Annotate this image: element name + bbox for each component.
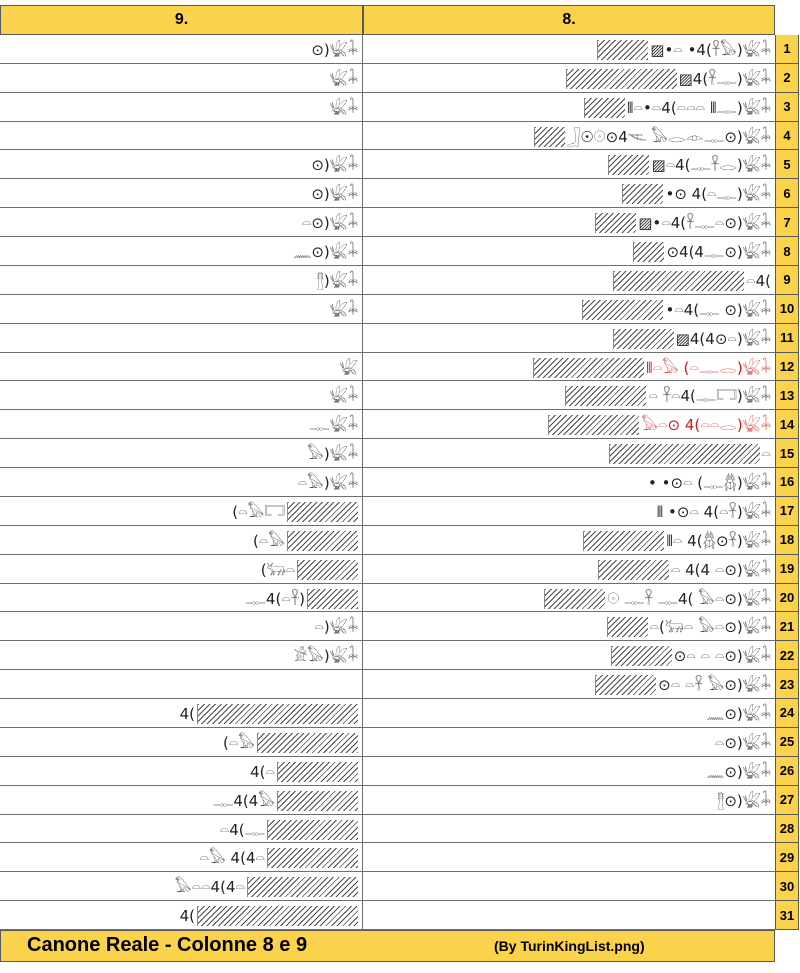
- col8-cell: [363, 612, 775, 640]
- table-row: [0, 872, 775, 901]
- col9-cell: [0, 901, 363, 929]
- hieroglyph-text: (𓏏𓅃: [222, 733, 255, 752]
- table-row: [0, 93, 775, 122]
- lacuna-hatch: [197, 906, 358, 926]
- hieroglyph-strip: [622, 182, 771, 204]
- row-number-badge: 28: [775, 815, 799, 844]
- hieroglyph-text: • •⊙𓏏 (𓊃𓆣)𓆤𓇓: [648, 474, 771, 493]
- col8-cell: [363, 353, 775, 381]
- col8-cell: [363, 266, 775, 294]
- col9-cell: [0, 122, 363, 150]
- col8-cell: [363, 122, 775, 150]
- col8-cell: [363, 872, 775, 900]
- hieroglyph-strip: [311, 38, 358, 60]
- hieroglyph-strip: [213, 789, 358, 811]
- col8-cell: [363, 64, 775, 92]
- col8-cell: [363, 670, 775, 698]
- hieroglyph-strip: [180, 904, 358, 926]
- col8-cell: [363, 815, 775, 843]
- lacuna-hatch: [548, 415, 639, 435]
- row-number-badge: 6: [775, 179, 799, 208]
- lacuna-hatch: [287, 531, 358, 551]
- table-row: [0, 439, 775, 468]
- table-row: [0, 699, 775, 728]
- hieroglyph-text: ▨•𓏏 •4(𓋹𓅃)𓆤𓇓: [650, 41, 771, 59]
- hieroglyph-text: 𓏏 𓋹𓏏4(𓊃𓉐)𓆤𓇓: [648, 387, 771, 406]
- lacuna-hatch: [613, 329, 674, 349]
- hieroglyph-text: 𓊃4(4𓅃: [212, 791, 275, 810]
- hieroglyph-strip: [232, 500, 358, 522]
- lacuna-hatch: [247, 877, 358, 897]
- hieroglyph-strip: [583, 529, 771, 551]
- col9-cell: [0, 439, 363, 467]
- hieroglyph-text: 𓊃𓆤𓇓: [309, 416, 358, 435]
- lacuna-hatch: [257, 733, 358, 753]
- row-number-badge: 16: [775, 468, 799, 497]
- table-row: [0, 64, 775, 93]
- column-9-header: 9.: [0, 5, 363, 35]
- footer-title: Canone Reale - Colonne 8 e 9: [27, 934, 308, 956]
- hieroglyph-text: ⊙4(4𓊃⊙)𓆤𓇓: [666, 243, 771, 262]
- lacuna-hatch: [565, 386, 646, 406]
- lacuna-hatch: [597, 40, 648, 60]
- table-row: [0, 670, 775, 699]
- row-number-badge: 21: [775, 612, 799, 641]
- lacuna-hatch: [622, 184, 663, 204]
- row-number-badge: 23: [775, 670, 799, 699]
- hieroglyph-text: 𓏏(𓃒𓏏 𓅃𓏏⊙)𓆤𓇓: [649, 618, 771, 637]
- footer-bar: [0, 930, 775, 962]
- lacuna-hatch: [197, 704, 358, 724]
- hieroglyph-strip: [595, 211, 771, 233]
- row-number-badge: 18: [775, 526, 799, 555]
- hieroglyph-text: 𓈖⊙)𓆤𓇓: [293, 243, 358, 262]
- hieroglyph-strip: [302, 211, 358, 233]
- column-8-header: 8.: [363, 5, 775, 35]
- table-row: [0, 353, 775, 382]
- table-row: [0, 324, 775, 353]
- row-number-badge: 24: [775, 699, 799, 728]
- hieroglyph-text: 𓇳 𓊃𓋹 𓊃4( 𓅃𓏏⊙)𓆤𓇓: [607, 589, 771, 608]
- col9-cell: [0, 728, 363, 756]
- hieroglyph-strip: [330, 67, 358, 89]
- hieroglyph-text: (𓏏𓅃: [252, 531, 285, 550]
- hieroglyph-text: 𓅃𓏏⊙ 4(𓏏𓏏𓂋)𓆤𓇓: [641, 416, 771, 435]
- hieroglyph-strip: [533, 356, 771, 378]
- hieroglyph-text: 𓏏𓅃)𓆤𓇓: [297, 474, 358, 493]
- table-row: [0, 237, 775, 266]
- hieroglyph-strip: [223, 731, 358, 753]
- table-row: [0, 843, 775, 872]
- hieroglyph-text: 𓏏4(: [746, 271, 771, 290]
- lacuna-hatch: [297, 560, 358, 580]
- row-number-badge: 12: [775, 353, 799, 382]
- table-row: [0, 497, 775, 526]
- row-number-badge: 9: [775, 266, 799, 295]
- lacuna-hatch: [307, 589, 358, 609]
- hieroglyph-strip: [317, 269, 358, 291]
- row-number-badge: 26: [775, 757, 799, 786]
- hieroglyph-strip: [607, 615, 771, 637]
- hieroglyph-text: 𓈖⊙)𓆤𓇓: [706, 705, 771, 724]
- col9-cell: [0, 815, 363, 843]
- col8-cell: [363, 901, 775, 929]
- col8-cell: [363, 439, 775, 467]
- col9-cell: [0, 266, 363, 294]
- row-number-badge: 25: [775, 728, 799, 757]
- table-row: [0, 122, 775, 151]
- row-number-badge: 1: [775, 35, 799, 64]
- lacuna-hatch: [608, 155, 649, 175]
- hieroglyph-strip: [544, 587, 771, 609]
- row-number-badge: 2: [775, 64, 799, 93]
- hieroglyph-strip: [609, 442, 772, 464]
- col9-cell: [0, 468, 363, 496]
- col9-cell: [0, 555, 363, 583]
- table-row: [0, 150, 775, 179]
- hieroglyph-text: 𓀀𓅃)𓆤𓇓: [293, 647, 358, 666]
- hieroglyph-text: 𓊃4(𓏏𓋹): [245, 589, 305, 608]
- row-number-badge: 22: [775, 641, 799, 670]
- lacuna-hatch: [582, 300, 663, 320]
- col8-cell: [363, 468, 775, 496]
- hieroglyph-strip: [294, 644, 358, 666]
- hieroglyph-text: 𓏏 4(4 𓏏⊙)𓆤𓇓: [670, 560, 771, 579]
- row-number-badge: 3: [775, 93, 799, 122]
- lacuna-hatch: [277, 791, 358, 811]
- hieroglyph-text: ▨•𓏏4(𓋹𓊃𓏏⊙)𓆤𓇓: [638, 214, 771, 233]
- hieroglyph-strip: [314, 615, 358, 637]
- col9-cell: [0, 699, 363, 727]
- col9-cell: [0, 353, 363, 381]
- col8-cell: [363, 584, 775, 612]
- col9-cell: [0, 641, 363, 669]
- table-row: [0, 179, 775, 208]
- col8-cell: [363, 324, 775, 352]
- hieroglyph-strip: [330, 96, 358, 118]
- hieroglyph-text: 𓆤: [339, 358, 358, 377]
- hieroglyph-strip: [330, 298, 358, 320]
- hieroglyph-strip: [657, 500, 771, 522]
- hieroglyph-text: 𓅃)𓆤𓇓: [307, 445, 358, 464]
- lacuna-hatch: [267, 820, 358, 840]
- hieroglyph-text: 𓆤𓇓: [329, 300, 358, 319]
- hieroglyph-strip: [307, 442, 358, 464]
- hieroglyph-strip: [565, 384, 771, 406]
- hieroglyph-strip: [648, 471, 771, 493]
- table-row: [0, 612, 775, 641]
- hieroglyph-strip: [298, 471, 358, 493]
- hieroglyph-strip: [584, 96, 771, 118]
- hieroglyph-text: ▨4(𓋹𓊃)𓆤𓇓: [678, 69, 771, 88]
- hieroglyph-text: 𓏏⊙)𓆤𓇓: [301, 214, 358, 233]
- hieroglyph-text: ⦀𓏏 4(𓆣⊙𓋹)𓆤𓇓: [666, 531, 771, 550]
- lacuna-hatch: [534, 127, 565, 147]
- hieroglyph-text: 𓅃𓏏𓏏4(4𓏏: [174, 878, 245, 897]
- col8-cell: [363, 179, 775, 207]
- row-number-badge: 17: [775, 497, 799, 526]
- hieroglyph-text: 𓏏𓅃 4(4𓏏: [199, 849, 265, 868]
- hieroglyph-strip: [253, 529, 358, 551]
- hieroglyph-strip: [330, 384, 358, 406]
- hieroglyph-strip: [706, 760, 771, 782]
- hieroglyph-strip: [706, 702, 771, 724]
- col9-cell: [0, 150, 363, 178]
- table-row: [0, 555, 775, 584]
- hieroglyph-strip: [261, 558, 358, 580]
- hieroglyph-strip: [566, 67, 771, 89]
- col8-cell: [363, 728, 775, 756]
- row-number-badge: 30: [775, 872, 799, 901]
- hieroglyph-strip: [180, 702, 358, 724]
- hieroglyph-text: 𓆤𓇓: [329, 98, 358, 117]
- lacuna-hatch: [583, 531, 664, 551]
- col9-cell: [0, 179, 363, 207]
- hieroglyph-text: (𓃒𓏏: [260, 560, 295, 579]
- table-row: [0, 757, 775, 786]
- table-row: [0, 584, 775, 613]
- col8-cell: [363, 555, 775, 583]
- hieroglyph-text: 4(: [179, 705, 195, 724]
- lacuna-hatch: [613, 271, 744, 291]
- hieroglyph-text: ⊙)𓆤𓇓: [311, 41, 358, 59]
- table-row: [0, 266, 775, 295]
- hieroglyph-strip: [293, 240, 358, 262]
- col9-cell: [0, 208, 363, 236]
- hieroglyph-strip: [250, 760, 358, 782]
- col9-cell: [0, 757, 363, 785]
- hieroglyph-text: ⦀𓏏𓅃 (𓏏𓊃𓂋)𓆤𓇓: [645, 358, 771, 377]
- hieroglyph-text: ▨4(4⊙𓏏)𓆤𓇓: [675, 329, 771, 348]
- col9-cell: [0, 324, 363, 352]
- row-number-badge: 4: [775, 122, 799, 151]
- col8-cell: [363, 410, 775, 438]
- row-number-badge: 31: [775, 901, 799, 930]
- hieroglyph-strip: [220, 818, 358, 840]
- lacuna-hatch: [277, 762, 358, 782]
- col9-cell: [0, 526, 363, 554]
- hieroglyph-strip: [311, 153, 358, 175]
- col8-cell: [363, 295, 775, 323]
- hieroglyph-strip: [608, 153, 771, 175]
- row-number-badge: 27: [775, 786, 799, 815]
- col8-cell: [363, 237, 775, 265]
- hieroglyph-text: •⊙ 4(𓏏𓊃)𓆤𓇓: [665, 185, 771, 204]
- table-row: [0, 901, 775, 930]
- row-number-badge: 8: [775, 237, 799, 266]
- col8-cell: [363, 699, 775, 727]
- lacuna-hatch: [287, 502, 358, 522]
- col8-cell: [363, 381, 775, 409]
- row-number-badge: 14: [775, 410, 799, 439]
- hieroglyph-strip: [633, 240, 771, 262]
- col9-cell: [0, 93, 363, 121]
- table-row: [0, 381, 775, 410]
- col9-cell: [0, 612, 363, 640]
- col8-cell: [363, 93, 775, 121]
- lacuna-hatch: [584, 98, 625, 118]
- hieroglyph-text: 𓈖⊙)𓆤𓇓: [706, 762, 771, 781]
- col9-cell: [0, 381, 363, 409]
- col8-cell: [363, 497, 775, 525]
- col9-cell: [0, 843, 363, 871]
- hieroglyph-text: •𓏏4(𓊃 ⊙)𓆤𓇓: [665, 300, 771, 319]
- row-number-badge: 29: [775, 843, 799, 872]
- footer-credit: (By TurinKingList.png): [494, 938, 645, 954]
- lacuna-hatch: [598, 560, 669, 580]
- hieroglyph-text: ⦀ •⊙𓏏 4(𓏏𓋹)𓆤𓇓: [656, 502, 771, 521]
- lacuna-hatch: [611, 646, 672, 666]
- col8-cell: [363, 757, 775, 785]
- hieroglyph-text: 4(: [179, 907, 195, 926]
- col9-cell: [0, 410, 363, 438]
- col9-cell: [0, 584, 363, 612]
- hieroglyph-strip: [311, 182, 358, 204]
- col8-cell: [363, 786, 775, 814]
- hieroglyph-text: ⊙)𓆤𓇓: [311, 185, 358, 204]
- row-number-badge: 19: [775, 555, 799, 584]
- col9-cell: [0, 497, 363, 525]
- hieroglyph-strip: [611, 644, 771, 666]
- table-row: [0, 526, 775, 555]
- hieroglyph-text: ▨𓏏4(𓊃𓋹𓂋)𓆤𓇓: [651, 156, 771, 175]
- col8-cell: [363, 208, 775, 236]
- col9-cell: [0, 786, 363, 814]
- col9-cell: [0, 35, 363, 63]
- col9-cell: [0, 295, 363, 323]
- hieroglyph-strip: [597, 38, 771, 60]
- lacuna-hatch: [595, 213, 636, 233]
- hieroglyph-strip: [717, 789, 771, 811]
- hieroglyph-strip: [246, 587, 358, 609]
- hieroglyph-text: 𓊽⊙)𓆤𓇓: [717, 791, 771, 810]
- hieroglyph-strip: [309, 413, 358, 435]
- hieroglyph-text: 𓊽)𓆤𓇓: [316, 271, 358, 290]
- hieroglyph-text: 𓏏⊙)𓆤𓇓: [714, 733, 771, 752]
- hieroglyph-strip: [534, 125, 771, 147]
- hieroglyph-strip: [715, 731, 771, 753]
- hieroglyph-strip: [200, 846, 358, 868]
- lacuna-hatch: [533, 358, 644, 378]
- col9-cell: [0, 872, 363, 900]
- hieroglyph-strip: [340, 356, 358, 378]
- lacuna-hatch: [544, 589, 605, 609]
- lacuna-hatch: [607, 617, 648, 637]
- lacuna-hatch: [595, 675, 656, 695]
- table-row: [0, 786, 775, 815]
- row-number-badge: 20: [775, 584, 799, 613]
- lacuna-hatch: [633, 242, 664, 262]
- row-number-badge: 11: [775, 324, 799, 353]
- hieroglyph-text: 𓏏4(𓊃: [219, 820, 265, 839]
- hieroglyph-strip: [613, 269, 771, 291]
- col8-cell: [363, 35, 775, 63]
- lacuna-hatch: [267, 848, 358, 868]
- hieroglyph-text: ⊙)𓆤𓇓: [311, 156, 358, 175]
- lacuna-hatch: [566, 69, 677, 89]
- col9-cell: [0, 64, 363, 92]
- row-number-badge: 7: [775, 208, 799, 237]
- table-row: [0, 410, 775, 439]
- lacuna-hatch: [609, 444, 760, 464]
- row-number-badge: 13: [775, 381, 799, 410]
- hieroglyph-text: (𓏏𓅃𓉐: [232, 502, 285, 521]
- row-number-badge: 10: [775, 295, 799, 324]
- hieroglyph-text: ⊙𓏏 𓏏 𓏏⊙)𓆤𓇓: [673, 647, 771, 666]
- col9-cell: [0, 237, 363, 265]
- col8-cell: [363, 641, 775, 669]
- row-number-badge: 5: [775, 150, 799, 179]
- col9-cell: [0, 670, 363, 698]
- table-row: [0, 728, 775, 757]
- table-row: [0, 208, 775, 237]
- col8-cell: [363, 843, 775, 871]
- table-row: [0, 35, 775, 64]
- table-row: [0, 468, 775, 497]
- hieroglyph-text: 𓆤𓇓: [329, 69, 358, 88]
- table-body: [0, 35, 775, 930]
- hieroglyph-text: 𓏏)𓆤𓇓: [314, 618, 358, 637]
- table-row: [0, 641, 775, 670]
- hieroglyph-strip: [582, 298, 771, 320]
- hieroglyph-strip: [598, 558, 771, 580]
- table-row: [0, 815, 775, 844]
- hieroglyph-text: 𓃀☉𓇳⊙4𓌻 𓅃𓂋𓁹𓊃⊙)𓆤𓇓: [566, 127, 771, 146]
- col8-cell: [363, 150, 775, 178]
- hieroglyph-strip: [175, 875, 358, 897]
- hieroglyph-strip: [613, 327, 771, 349]
- hieroglyph-strip: [548, 413, 771, 435]
- table-row: [0, 295, 775, 324]
- hieroglyph-text: ⊙𓏏 𓏏𓋹 𓅃⊙)𓆤𓇓: [658, 676, 771, 695]
- hieroglyph-text: ⦀𓏏•𓏏4(𓏏𓏏𓏏 ⦀𓊃)𓆤𓇓: [626, 98, 771, 117]
- col8-cell: [363, 526, 775, 554]
- hieroglyph-text: 4(𓏏: [250, 762, 275, 781]
- hieroglyph-text: 𓆤𓇓: [329, 387, 358, 406]
- row-number-badge: 15: [775, 439, 799, 468]
- hieroglyph-text: 𓏏: [761, 445, 771, 464]
- header-gap: [775, 5, 800, 35]
- hieroglyph-strip: [595, 673, 771, 695]
